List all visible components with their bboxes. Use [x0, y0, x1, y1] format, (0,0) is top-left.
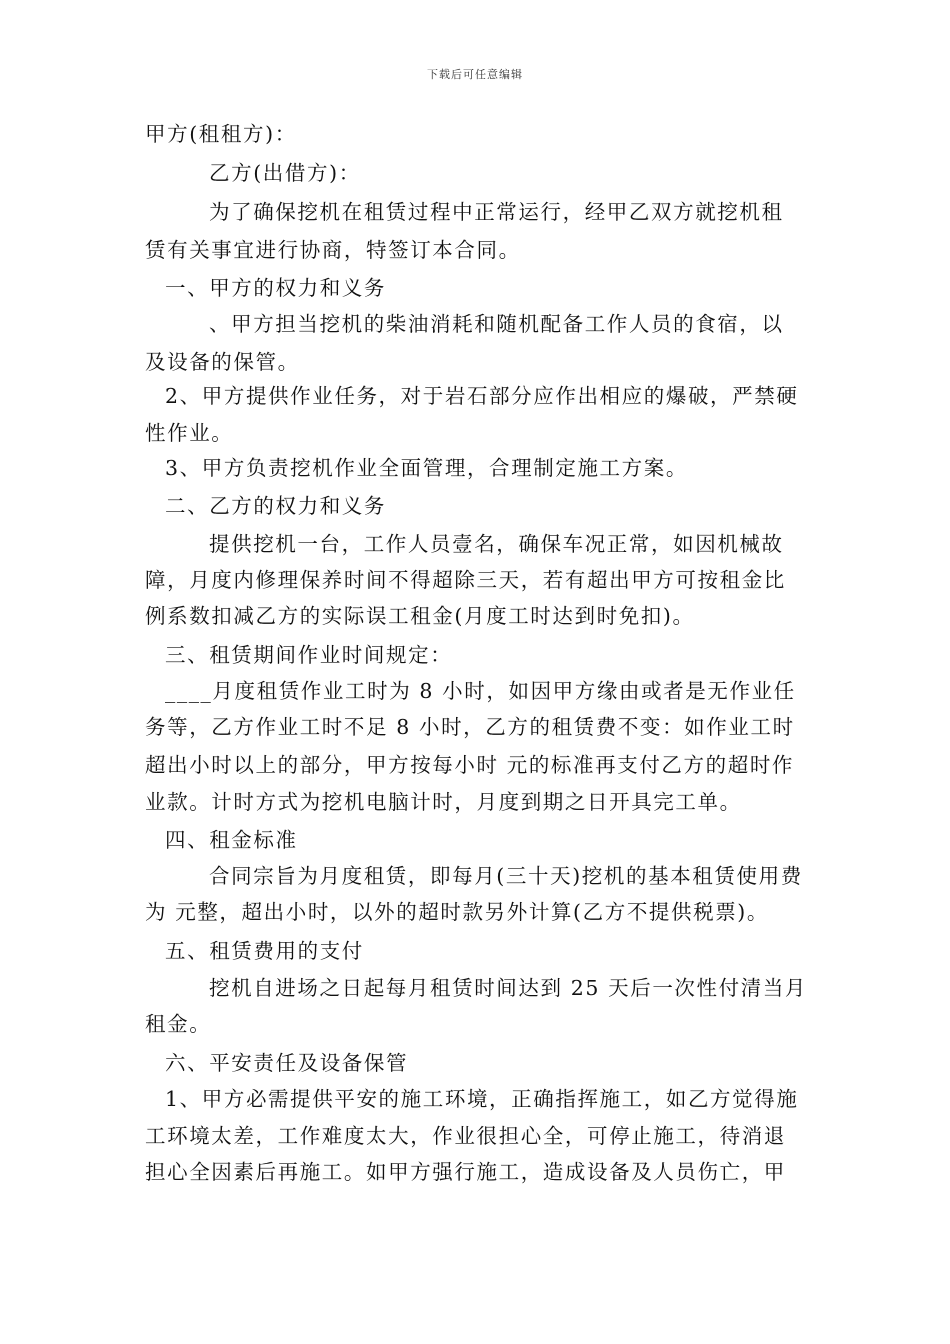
paragraph-line: 超出小时以上的部分，甲方按每小时 元的标准再支付乙方的超时作 — [145, 753, 795, 777]
page-header: 下载后可任意编辑 — [427, 68, 523, 81]
preamble-line-1: 为了确保挖机在租赁过程中正常运行，经甲乙双方就挖机租 — [209, 200, 784, 224]
party-a-line: 甲方(租租方)： — [145, 122, 297, 146]
paragraph-line: 合同宗旨为月度租赁，即每月(三十天)挖机的基本租赁使用费 — [209, 864, 803, 888]
section-3-heading: 三、租赁期间作业时间规定： — [165, 643, 453, 667]
paragraph-line: ____月度租赁作业工时为 8 小时，如因甲方缘由或者是无作业任 — [165, 679, 796, 703]
paragraph-line: 、甲方担当挖机的柴油消耗和随机配备工作人员的食宿，以 — [209, 312, 784, 336]
paragraph-line: 性作业。 — [145, 421, 234, 445]
party-b-line: 乙方(出借方)： — [209, 161, 361, 185]
paragraph-line: 2、甲方提供作业任务，对于岩石部分应作出相应的爆破，严禁硬 — [165, 384, 799, 408]
paragraph-line: 1、甲方必需提供平安的施工环境，正确指挥施工，如乙方觉得施 — [165, 1087, 799, 1111]
paragraph-line: 工环境太差，工作难度太大，作业很担心全，可停止施工，待消退 — [145, 1124, 786, 1148]
paragraph-line: 租金。 — [145, 1012, 212, 1036]
section-6-heading: 六、平安责任及设备保管 — [165, 1051, 409, 1075]
paragraph-line: 挖机自进场之日起每月租赁时间达到 25 天后一次性付清当月 — [209, 976, 808, 1000]
paragraph-line: 3、甲方负责挖机作业全面管理，合理制定施工方案。 — [165, 456, 688, 480]
section-5-heading: 五、租赁费用的支付 — [165, 939, 364, 963]
preamble-line-2: 赁有关事宜进行协商，特签订本合同。 — [145, 238, 521, 262]
paragraph-line: 为 元整，超出小时，以外的超时款另外计算(乙方不提供税票)。 — [145, 900, 770, 924]
section-4-heading: 四、租金标准 — [165, 828, 298, 852]
paragraph-line: 障，月度内修理保养时间不得超除三天，若有超出甲方可按租金比 — [145, 568, 786, 592]
section-2-heading: 二、乙方的权力和义务 — [165, 494, 386, 518]
paragraph-line: 及设备的保管。 — [145, 350, 300, 374]
paragraph-line: 务等，乙方作业工时不足 8 小时，乙方的租赁费不变：如作业工时 — [145, 715, 795, 739]
section-1-heading: 一、甲方的权力和义务 — [165, 276, 386, 300]
paragraph-line: 提供挖机一台，工作人员壹名，确保车况正常，如因机械故 — [209, 532, 784, 556]
paragraph-line: 业款。计时方式为挖机电脑计时，月度到期之日开具完工单。 — [145, 790, 742, 814]
paragraph-line: 担心全因素后再施工。如甲方强行施工，造成设备及人员伤亡，甲 — [145, 1160, 786, 1184]
paragraph-line: 例系数扣减乙方的实际误工租金(月度工时达到时免扣)。 — [145, 604, 695, 628]
